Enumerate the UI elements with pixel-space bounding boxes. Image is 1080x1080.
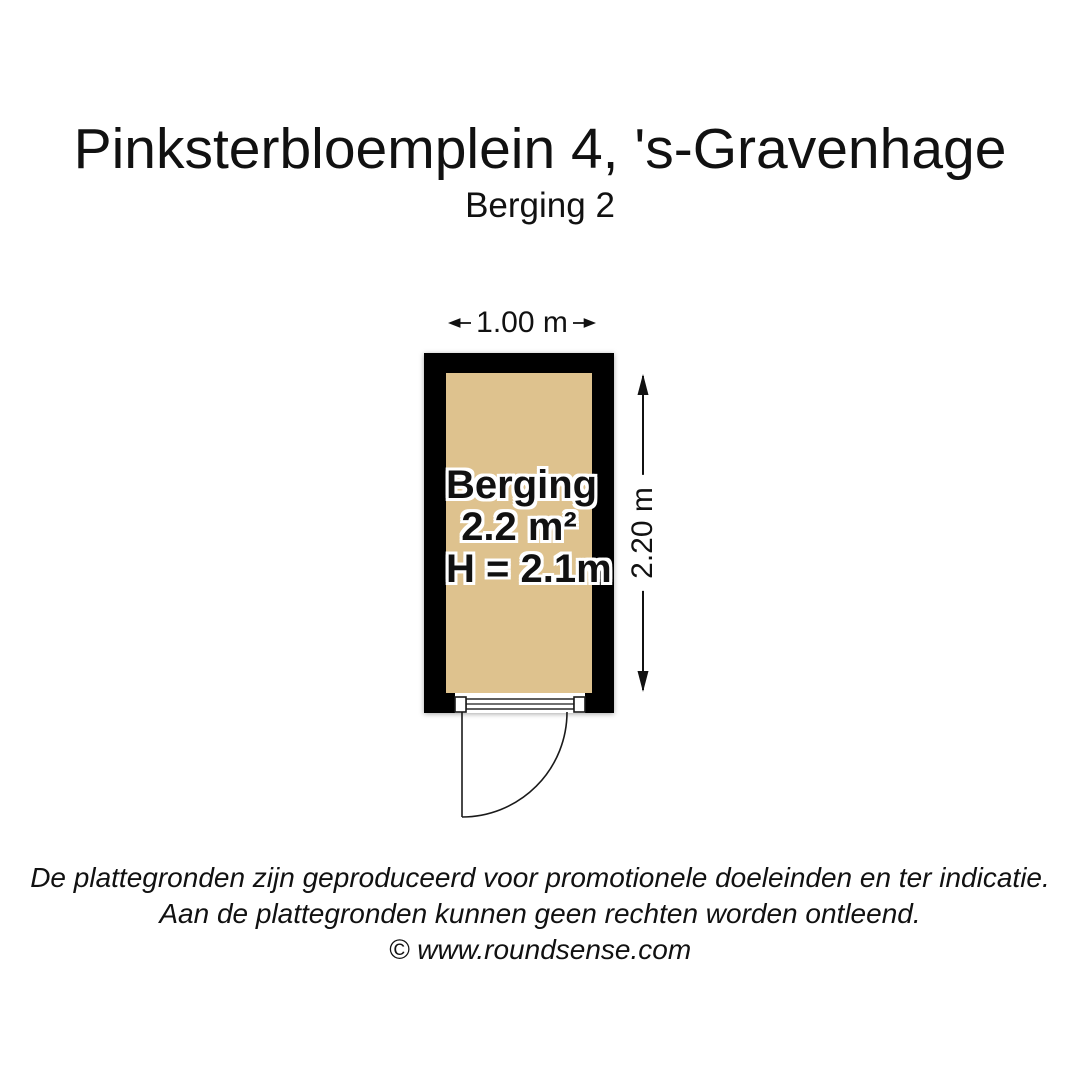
disclaimer-line-1: De plattegronden zijn geproduceerd voor promotionele doeleinden en ter indicatie.: [30, 862, 1050, 893]
depth-dimension: [626, 374, 659, 692]
room-label: [446, 463, 612, 591]
door-icon: [450, 690, 630, 830]
width-dimension: [448, 308, 596, 338]
arrow-left-icon: [448, 316, 471, 330]
depth-dimension-label: 2.20 m: [624, 475, 662, 591]
width-dimension-label: 1.00 m: [476, 306, 568, 339]
page-title: Pinksterbloemplein 4, 's-Gravenhage: [73, 117, 1007, 181]
footer-disclaimer: [0, 860, 1080, 968]
credit-line: © www.roundsense.com: [388, 934, 692, 965]
room-area: 2.2 m²: [461, 505, 577, 549]
page-subtitle: Berging 2: [465, 186, 615, 225]
disclaimer-line-2: Aan de plattegronden kunnen geen rechten worden ontleend.: [159, 898, 921, 929]
room-name: Berging: [446, 463, 598, 507]
arrow-right-icon: [573, 316, 596, 330]
room-ceiling-height: H = 2.1m: [446, 547, 612, 591]
